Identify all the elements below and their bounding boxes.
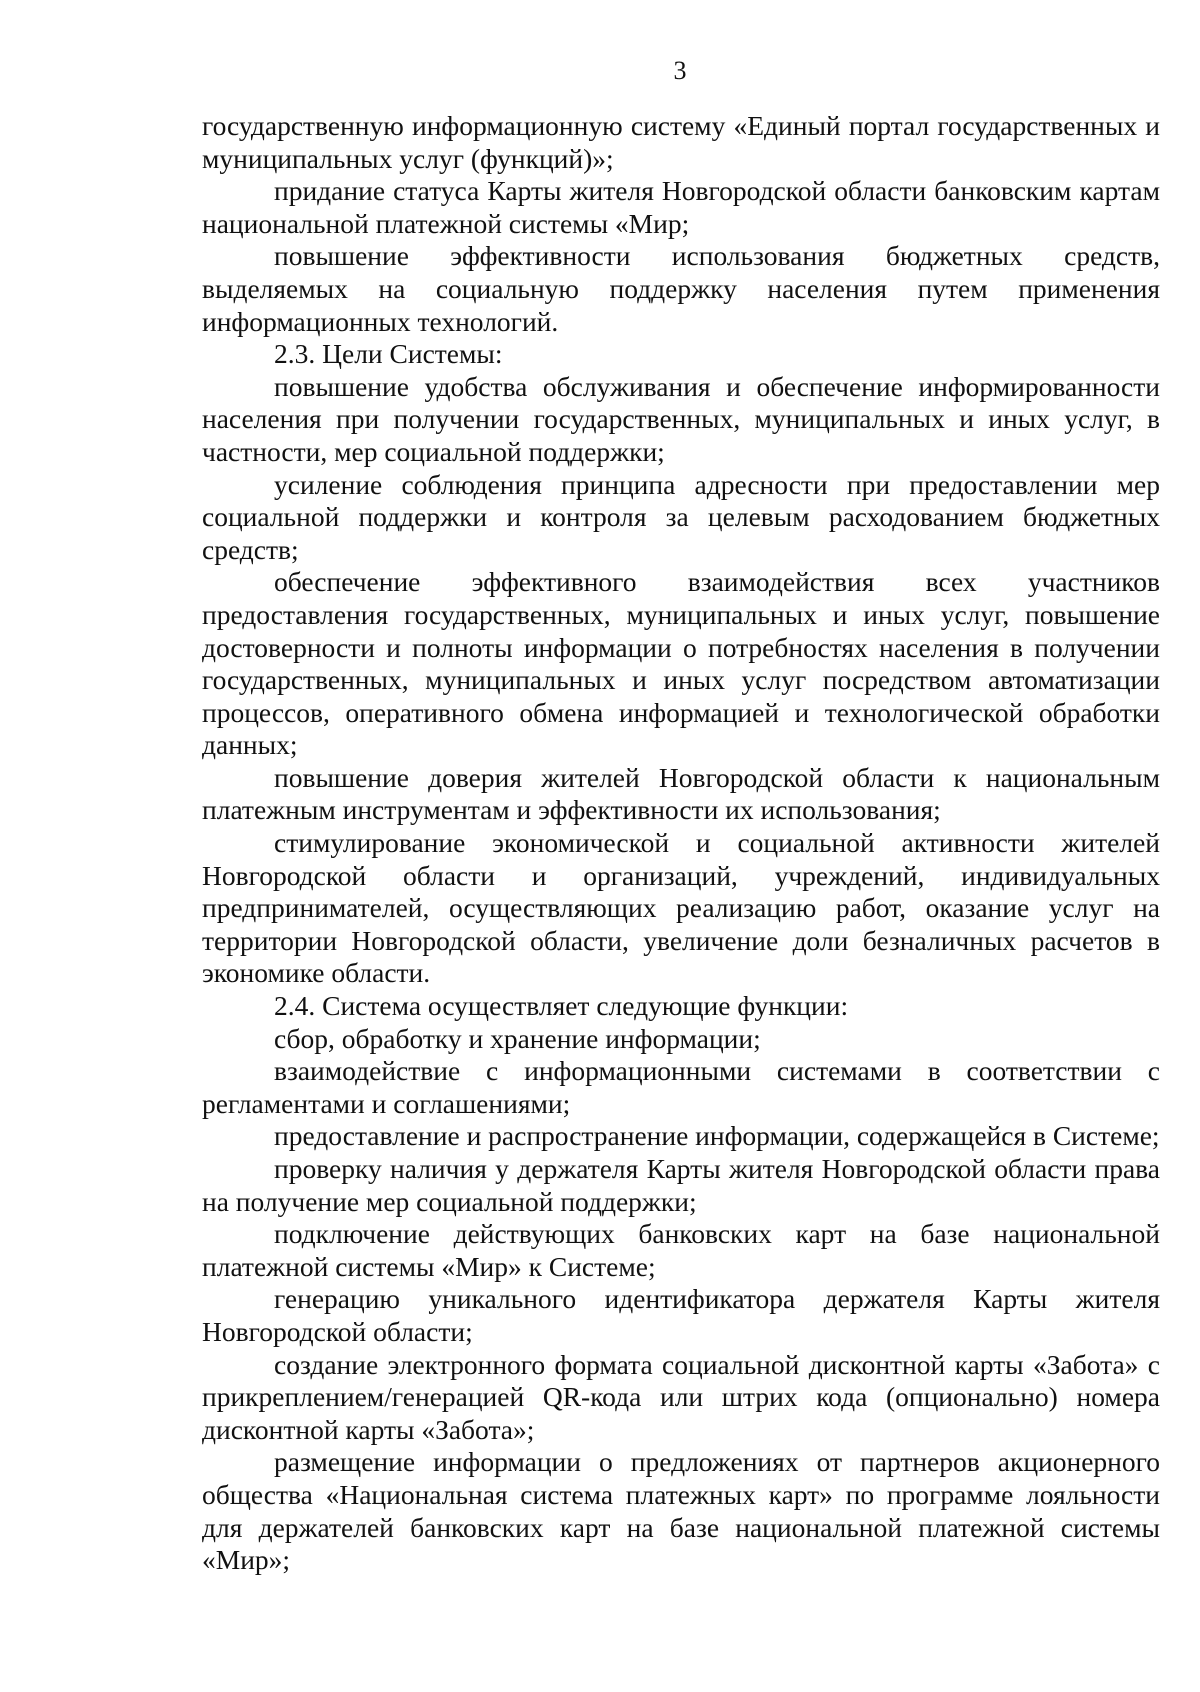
paragraph: придание статуса Карты жителя Новгородской области банковским картам национальной платежной системы «Мир; — [202, 175, 1160, 239]
paragraph: повышение эффективности использования бюджетных средств, выделяемых на социальную поддержку населения путем применения информационных технологий. — [202, 240, 1160, 337]
paragraph: повышение доверия жителей Новгородской области к национальным платежным инструментам и эффективности их использования; — [202, 761, 1160, 826]
paragraph: предоставление и распространение информации, содержащейся в Системе; — [274, 1120, 1160, 1152]
paragraph: размещение информации о предложениях от партнеров акционерного общества «Национальная система платежных карт» по программе лояльности для держателей банковских карт на базе национальной платежной системы «Мир»; — [202, 1446, 1160, 1576]
paragraph: повышение удобства обслуживания и обеспечение информированности населения при получении государственных, муниципальных и иных услуг, в частности, мер социальной поддержки; — [202, 370, 1160, 467]
paragraph: генерацию уникального идентификатора держателя Карты жителя Новгородской области; — [202, 1283, 1160, 1347]
paragraph: стимулирование экономической и социальной активности жителей Новгородской области и организаций, учреждений, индивидуальных предпринимателей, осуществляющих реализацию работ, оказание услуг на территории Новгородской области, увеличение доли безналичных расчетов в экономике области. — [202, 827, 1160, 989]
paragraph: подключение действующих банковских карт на базе национальной платежной системы «Мир» к Системе; — [202, 1218, 1160, 1282]
paragraph: проверку наличия у держателя Карты жителя Новгородской области права на получение мер социальной поддержки; — [202, 1153, 1160, 1217]
paragraph: создание электронного формата социальной дисконтной карты «Забота» с прикреплением/генерацией QR-кода или штрих кода (опционально) номера дисконтной карты «Забота»; — [202, 1348, 1160, 1445]
page-number: 3 — [673, 56, 687, 85]
paragraph: сбор, обработку и хранение информации; — [274, 1022, 761, 1054]
section-heading: 2.4. Система осуществляет следующие функции: — [274, 990, 849, 1022]
paragraph: государственную информационную систему «Единый портал государственных и муниципальных услуг (функций)»; — [202, 110, 1160, 174]
paragraph: обеспечение эффективного взаимодействия всех участников предоставления государственных, муниципальных и иных услуг, повышение достоверности и полноты информации о потребностях населения в получении государственных, муниципальных и иных услуг посредством автоматизации процессов, оперативного обмена информацией и технологической обработки данных; — [202, 566, 1160, 761]
paragraph: усиление соблюдения принципа адресности при предоставлении мер социальной поддержки и контроля за целевым расходованием бюджетных средств; — [202, 468, 1160, 565]
section-heading: 2.3. Цели Системы: — [274, 338, 503, 370]
document-body — [202, 110, 1160, 1577]
paragraph: взаимодействие с информационными системами в соответствии с регламентами и соглашениями; — [202, 1055, 1160, 1119]
